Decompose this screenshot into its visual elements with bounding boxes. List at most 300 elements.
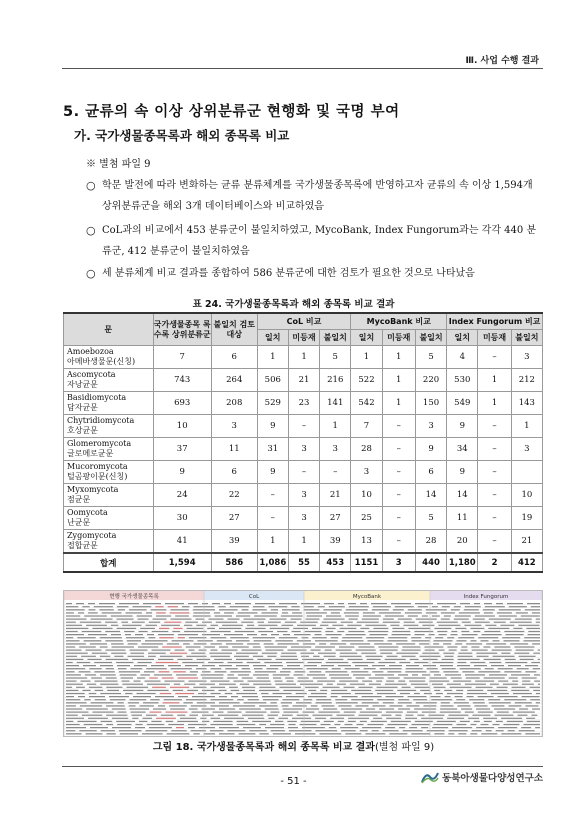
sheet-cell-text bbox=[66, 606, 78, 607]
sheet-cell-text bbox=[372, 705, 385, 706]
sheet-cell-text bbox=[137, 615, 152, 616]
sheet-cell-text bbox=[342, 637, 362, 638]
sheet-cell-text bbox=[279, 687, 301, 688]
sheet-cell-text bbox=[272, 693, 291, 694]
sheet-cell-text bbox=[517, 668, 529, 669]
sheet-cell-text bbox=[204, 733, 215, 734]
sheet-cell-text bbox=[159, 628, 169, 629]
sheet-cell-text bbox=[265, 646, 287, 647]
sheet-cell-text bbox=[133, 606, 152, 607]
sheet-cell-text bbox=[419, 643, 429, 644]
sheet-cell-text bbox=[461, 650, 468, 651]
sheet-cell-text bbox=[525, 665, 538, 666]
sheet-cell-text bbox=[196, 619, 205, 620]
sheet-cell-text bbox=[334, 724, 340, 725]
sheet-cell-text bbox=[94, 671, 114, 672]
total-col-mismatch: 453 bbox=[320, 553, 351, 572]
sheet-cell-text bbox=[236, 640, 250, 641]
col-unregistered-cell: 21 bbox=[288, 369, 319, 392]
sheet-cell-text bbox=[379, 612, 401, 613]
col-mismatch-cell: 3 bbox=[320, 438, 351, 461]
sheet-cell-text bbox=[323, 708, 337, 709]
sheet-cell-text bbox=[390, 625, 399, 626]
sheet-cell-text bbox=[406, 665, 419, 666]
sheet-cell-text bbox=[376, 681, 382, 682]
sheet-cell-text bbox=[329, 606, 345, 607]
sheet-cell-text bbox=[414, 631, 433, 632]
sheet-cell-text bbox=[496, 603, 503, 604]
sheet-cell-text bbox=[94, 662, 112, 663]
sheet-cell-text bbox=[285, 622, 296, 623]
sheet-cell-text bbox=[66, 603, 72, 604]
bullet-mark: ○ bbox=[86, 224, 96, 237]
sheet-cell-text bbox=[288, 727, 298, 728]
sheet-cell-text bbox=[413, 699, 427, 700]
col-unregistered-cell: – bbox=[288, 461, 319, 484]
sheet-cell-text bbox=[78, 696, 85, 697]
phylum-cell bbox=[64, 507, 154, 530]
sheet-cell-text bbox=[189, 715, 198, 716]
col-match-cell: 31 bbox=[257, 438, 288, 461]
sheet-cell-text bbox=[373, 718, 382, 719]
phylum-latin: Chytridiomycota bbox=[67, 416, 135, 425]
sheet-cell-text bbox=[433, 643, 439, 644]
sheet-cell-text bbox=[198, 693, 206, 694]
sheet-cell-text bbox=[164, 699, 182, 700]
bullet-1 bbox=[86, 175, 542, 217]
sheet-cell-text bbox=[375, 674, 394, 675]
sheet-cell-text bbox=[518, 625, 539, 626]
sheet-cell-text bbox=[489, 702, 511, 703]
sheet-cell-text bbox=[153, 619, 167, 620]
national-count-cell: 743 bbox=[153, 369, 211, 392]
sheet-cell-text bbox=[326, 615, 341, 616]
sheet-cell-text bbox=[388, 677, 400, 678]
sheet-cell-text bbox=[443, 671, 458, 672]
sheet-cell-text bbox=[183, 702, 192, 703]
institute-name: 동북아생물다양성연구소 bbox=[442, 773, 543, 784]
sheet-cell-text bbox=[117, 665, 130, 666]
sheet-cell-text bbox=[253, 646, 261, 647]
sheet-cell-text bbox=[474, 721, 480, 722]
sheet-cell-text bbox=[348, 721, 356, 722]
sheet-cell-text bbox=[491, 693, 509, 694]
sheet-cell-text bbox=[509, 606, 527, 607]
sheet-cell-text bbox=[209, 619, 224, 620]
sheet-cell-text bbox=[278, 718, 288, 719]
sheet-cell-text bbox=[132, 659, 154, 660]
sheet-cell-text bbox=[437, 603, 456, 604]
col-match-cell: – bbox=[257, 507, 288, 530]
sheet-cell-text bbox=[131, 668, 143, 669]
sheet-cell-text bbox=[462, 671, 474, 672]
sheet-cell-text bbox=[264, 662, 282, 663]
sheet-cell-text bbox=[270, 712, 279, 713]
sheet-cell-text bbox=[153, 708, 166, 709]
sheet-cell-text bbox=[92, 653, 107, 654]
table-row bbox=[64, 346, 543, 369]
sheet-cell-text bbox=[331, 696, 338, 697]
sheet-cell-text bbox=[531, 606, 540, 607]
sheet-cell-text bbox=[100, 674, 116, 675]
sheet-cell-text bbox=[316, 702, 332, 703]
sheet-cell-text bbox=[458, 656, 473, 657]
sheet-cell-text bbox=[270, 619, 287, 620]
sheet-cell-text bbox=[66, 674, 81, 675]
sheet-cell-text bbox=[330, 643, 346, 644]
sheet-cell-text bbox=[396, 653, 418, 654]
sheet-cell-text bbox=[197, 659, 211, 660]
total-review: 586 bbox=[211, 553, 257, 572]
sheet-cell-text bbox=[112, 718, 128, 719]
sheet-cell-text bbox=[211, 631, 231, 632]
sheet-cell-text bbox=[419, 622, 433, 623]
sheet-cell-text bbox=[184, 631, 206, 632]
sheet-cell-text bbox=[66, 640, 80, 641]
sheet-cell-text bbox=[385, 684, 407, 685]
sheet-cell-text bbox=[127, 687, 149, 688]
sheet-cell-text bbox=[219, 727, 239, 728]
sheet-cell-text bbox=[421, 727, 428, 728]
sheet-cell-text bbox=[521, 727, 531, 728]
sheet-cell-text bbox=[432, 606, 438, 607]
sheet-cell-text bbox=[365, 733, 385, 734]
sheet-cell-text bbox=[350, 643, 370, 644]
sheet-cell-text bbox=[385, 659, 406, 660]
mb-mismatch-cell: 150 bbox=[415, 392, 446, 415]
sheet-cell-text bbox=[411, 684, 428, 685]
sheet-cell-text bbox=[464, 625, 481, 626]
sheet-cell-text bbox=[118, 609, 125, 610]
sheet-cell-text bbox=[253, 637, 275, 638]
sheet-cell-text bbox=[171, 619, 192, 620]
sheet-cell-text bbox=[411, 733, 430, 734]
sheet-cell-text bbox=[215, 671, 227, 672]
sheet-cell-text bbox=[172, 640, 194, 641]
sheet-cell-text bbox=[459, 612, 480, 613]
sheet-cell-text bbox=[515, 619, 532, 620]
total-if-match: 1,180 bbox=[447, 553, 478, 572]
sheet-cell-text bbox=[501, 653, 510, 654]
sheet-cell-text bbox=[118, 668, 127, 669]
phylum-cell bbox=[64, 415, 154, 438]
sheet-cell-text bbox=[338, 721, 344, 722]
sheet-cell-text bbox=[481, 733, 497, 734]
sheet-cell-text bbox=[417, 715, 424, 716]
review-count-cell: 208 bbox=[211, 392, 257, 415]
table-row bbox=[64, 369, 543, 392]
sheet-cell-text bbox=[527, 721, 540, 722]
sheet-cell-text bbox=[527, 603, 540, 604]
sheet-cell-text bbox=[321, 665, 334, 666]
if-unregistered-cell: – bbox=[478, 461, 511, 484]
sheet-cell-text bbox=[448, 733, 454, 734]
mb-unregistered-cell: – bbox=[382, 507, 415, 530]
sheet-cell-text bbox=[105, 640, 122, 641]
sheet-cell-text bbox=[398, 702, 412, 703]
sheet-cell-text bbox=[483, 646, 490, 647]
sheet-cell-text bbox=[177, 715, 185, 716]
mb-unregistered-cell: 1 bbox=[382, 392, 415, 415]
sheet-cell-text bbox=[403, 625, 418, 626]
sheet-cell-text bbox=[526, 718, 535, 719]
sheet-cell-text bbox=[297, 625, 316, 626]
sheet-cell-text bbox=[526, 628, 540, 629]
sheet-cell-text bbox=[466, 677, 480, 678]
sheet-cell-text bbox=[508, 665, 521, 666]
sheet-cell-text bbox=[456, 699, 465, 700]
sheet-cell-text bbox=[403, 730, 423, 731]
sheet-cell-text bbox=[471, 646, 479, 647]
sheet-cell-text bbox=[87, 684, 96, 685]
sheet-cell-text bbox=[538, 684, 540, 685]
sheet-cell-text bbox=[307, 674, 325, 675]
sheet-cell-text bbox=[365, 625, 386, 626]
sheet-cell-text bbox=[443, 643, 451, 644]
sheet-cell-text bbox=[99, 603, 115, 604]
sheet-cell-text bbox=[315, 646, 335, 647]
sheet-cell-text bbox=[402, 650, 421, 651]
sheet-cell-text bbox=[66, 690, 78, 691]
sheet-cell-text bbox=[149, 727, 172, 728]
col-mismatch-cell: 27 bbox=[320, 507, 351, 530]
sheet-band-label: CoL bbox=[248, 594, 260, 600]
sheet-cell-text bbox=[242, 609, 249, 610]
sheet-cell-text bbox=[138, 662, 152, 663]
sheet-cell-text bbox=[484, 721, 492, 722]
sheet-cell-text bbox=[66, 733, 82, 734]
sheet-cell-text bbox=[342, 640, 364, 641]
sheet-cell-text bbox=[134, 665, 147, 666]
sheet-cell-text bbox=[525, 733, 540, 734]
sheet-cell-text bbox=[395, 606, 414, 607]
review-count-cell: 264 bbox=[211, 369, 257, 392]
sheet-cell-text bbox=[270, 665, 283, 666]
sheet-cell-text bbox=[360, 628, 369, 629]
sheet-cell-text bbox=[488, 699, 500, 700]
sheet-cell-text bbox=[137, 693, 156, 694]
sheet-cell-text bbox=[66, 609, 85, 610]
sheet-cell-text bbox=[197, 640, 212, 641]
sheet-cell-text bbox=[426, 609, 447, 610]
sheet-cell-text bbox=[84, 724, 103, 725]
if-unregistered-cell: – bbox=[478, 484, 511, 507]
sheet-cell-text bbox=[202, 603, 208, 604]
if-mismatch-cell: 21 bbox=[511, 530, 542, 554]
sheet-cell-text bbox=[501, 718, 522, 719]
sheet-cell-text bbox=[351, 699, 373, 700]
sheet-cell-text bbox=[325, 671, 347, 672]
sheet-cell-text bbox=[120, 674, 137, 675]
phylum-cell bbox=[64, 346, 154, 369]
mb-match-cell: 28 bbox=[351, 438, 382, 461]
sheet-cell-text bbox=[500, 625, 514, 626]
sheet-cell-text bbox=[175, 693, 194, 694]
table-row bbox=[64, 484, 543, 507]
sheet-cell-text bbox=[407, 712, 418, 713]
sheet-cell-text bbox=[283, 708, 302, 709]
sheet-cell-text bbox=[320, 724, 330, 725]
sheet-cell-text bbox=[476, 727, 494, 728]
sheet-cell-text bbox=[219, 609, 238, 610]
sheet-cell-text bbox=[406, 705, 419, 706]
sheet-cell-text bbox=[66, 634, 84, 635]
sheet-cell-text bbox=[175, 615, 189, 616]
sheet-cell-text bbox=[177, 659, 192, 660]
sheet-cell-text bbox=[79, 730, 96, 731]
sheet-cell-text bbox=[91, 619, 113, 620]
sheet-cell-text bbox=[452, 727, 472, 728]
sheet-cell-text bbox=[169, 705, 187, 706]
sheet-cell-text bbox=[148, 656, 156, 657]
sheet-cell-text bbox=[456, 640, 466, 641]
sheet-cell-text bbox=[66, 708, 82, 709]
sheet-cell-text bbox=[100, 693, 121, 694]
sheet-cell-text bbox=[522, 677, 537, 678]
table-row bbox=[64, 415, 543, 438]
sheet-cell-text bbox=[387, 656, 398, 657]
sheet-cell-text bbox=[253, 674, 269, 675]
sheet-cell-text bbox=[409, 727, 417, 728]
sheet-cell-text bbox=[348, 631, 364, 632]
sheet-cell-text bbox=[91, 677, 102, 678]
sheet-cell-text bbox=[286, 696, 304, 697]
sheet-cell-text bbox=[76, 687, 85, 688]
sheet-cell-text bbox=[199, 650, 207, 651]
sheet-cell-text bbox=[230, 671, 250, 672]
sheet-cell-text bbox=[151, 609, 167, 610]
sheet-cell-text bbox=[341, 708, 362, 709]
sheet-cell-text bbox=[276, 659, 299, 660]
sheet-cell-text bbox=[159, 671, 170, 672]
sheet-cell-text bbox=[514, 653, 529, 654]
sheet-cell-text bbox=[82, 606, 89, 607]
sheet-cell-text bbox=[66, 677, 87, 678]
col-mismatch-cell: 5 bbox=[320, 346, 351, 369]
col-mismatch-cell: 141 bbox=[320, 392, 351, 415]
sheet-cell-text bbox=[66, 712, 89, 713]
sheet-cell-text bbox=[268, 622, 281, 623]
sheet-cell-text bbox=[513, 693, 532, 694]
sheet-cell-text bbox=[100, 665, 113, 666]
table-row bbox=[64, 530, 543, 554]
phylum-latin: Myxomycota bbox=[67, 485, 119, 494]
sheet-cell-text bbox=[86, 733, 103, 734]
sheet-cell-text bbox=[107, 690, 119, 691]
sheet-cell-text bbox=[180, 718, 196, 719]
total-col-unregistered: 55 bbox=[288, 553, 319, 572]
sheet-cell-text bbox=[147, 724, 165, 725]
sheet-cell-text bbox=[315, 634, 322, 635]
phylum-latin: Oomycota bbox=[67, 508, 108, 517]
sheet-cell-text bbox=[536, 702, 540, 703]
sheet-cell-text bbox=[202, 677, 223, 678]
sheet-cell-text bbox=[492, 724, 499, 725]
sheet-cell-text bbox=[429, 634, 435, 635]
sheet-cell-text bbox=[331, 693, 351, 694]
sheet-cell-text bbox=[161, 715, 173, 716]
sheet-cell-text bbox=[437, 631, 447, 632]
sheet-cell-text bbox=[367, 724, 383, 725]
if-mismatch-cell bbox=[511, 461, 542, 484]
col-unregistered-cell: 3 bbox=[288, 484, 319, 507]
sheet-cell-text bbox=[328, 659, 343, 660]
sheet-cell-text bbox=[95, 681, 118, 682]
sheet-cell-text bbox=[349, 606, 369, 607]
sheet-cell-text bbox=[146, 715, 157, 716]
sheet-cell-text bbox=[279, 637, 298, 638]
sheet-cell-text bbox=[411, 724, 429, 725]
sheet-cell-text bbox=[420, 690, 430, 691]
sheet-cell-text bbox=[66, 615, 80, 616]
phylum-cell bbox=[64, 530, 154, 554]
sheet-cell-text bbox=[360, 721, 367, 722]
sheet-cell-text bbox=[171, 668, 192, 669]
sheet-cell-text bbox=[323, 609, 341, 610]
sheet-cell-text bbox=[445, 696, 451, 697]
sheet-cell-text bbox=[434, 687, 446, 688]
sheet-cell-text bbox=[369, 684, 381, 685]
mb-match-cell: 10 bbox=[351, 484, 382, 507]
sheet-cell-text bbox=[142, 733, 163, 734]
sheet-cell-text bbox=[77, 662, 91, 663]
sheet-cell-text bbox=[129, 705, 136, 706]
sheet-cell-text bbox=[494, 646, 510, 647]
sheet-cell-text bbox=[485, 606, 505, 607]
sheet-cell-text bbox=[517, 715, 527, 716]
if-unregistered-cell: 1 bbox=[478, 392, 511, 415]
sheet-cell-text bbox=[148, 653, 166, 654]
sheet-cell-text bbox=[422, 674, 430, 675]
sheet-cell-text bbox=[116, 662, 133, 663]
col-unregistered-cell: 3 bbox=[288, 507, 319, 530]
sheet-cell-text bbox=[522, 696, 540, 697]
sheet-cell-text bbox=[282, 699, 299, 700]
mb-mismatch-cell: 9 bbox=[415, 438, 446, 461]
sheet-cell-text bbox=[82, 631, 102, 632]
sheet-cell-text bbox=[88, 612, 98, 613]
sheet-cell-text bbox=[303, 699, 312, 700]
sheet-cell-text bbox=[372, 730, 379, 731]
sheet-cell-text bbox=[219, 708, 235, 709]
sheet-cell-text bbox=[312, 637, 326, 638]
col-match-cell: 9 bbox=[257, 415, 288, 438]
sheet-cell-text bbox=[228, 730, 246, 731]
sheet-cell-text bbox=[99, 609, 113, 610]
sheet-cell-text bbox=[222, 625, 243, 626]
sheet-cell-text bbox=[504, 699, 526, 700]
sheet-cell-text bbox=[377, 687, 398, 688]
sheet-cell-text bbox=[513, 628, 522, 629]
sheet-cell-text bbox=[325, 631, 333, 632]
sheet-cell-text bbox=[434, 690, 440, 691]
sheet-cell-text bbox=[66, 715, 78, 716]
sheet-cell-text bbox=[66, 705, 76, 706]
sheet-cell-text bbox=[233, 705, 255, 706]
col-mismatch-cell: 1 bbox=[320, 415, 351, 438]
col-unregistered-cell: 1 bbox=[288, 346, 319, 369]
sheet-cell-text bbox=[532, 612, 540, 613]
header-if-mismatch: 불일치 bbox=[511, 330, 542, 346]
sheet-cell-text bbox=[168, 665, 181, 666]
sheet-cell-text bbox=[510, 643, 528, 644]
sheet-cell-text bbox=[525, 609, 540, 610]
sheet-cell-text bbox=[270, 628, 290, 629]
sheet-cell-text bbox=[512, 681, 518, 682]
bullet-mark: ○ bbox=[86, 267, 96, 280]
sheet-cell-text bbox=[457, 665, 470, 666]
sheet-band-label: Index Fungorum bbox=[463, 594, 509, 600]
